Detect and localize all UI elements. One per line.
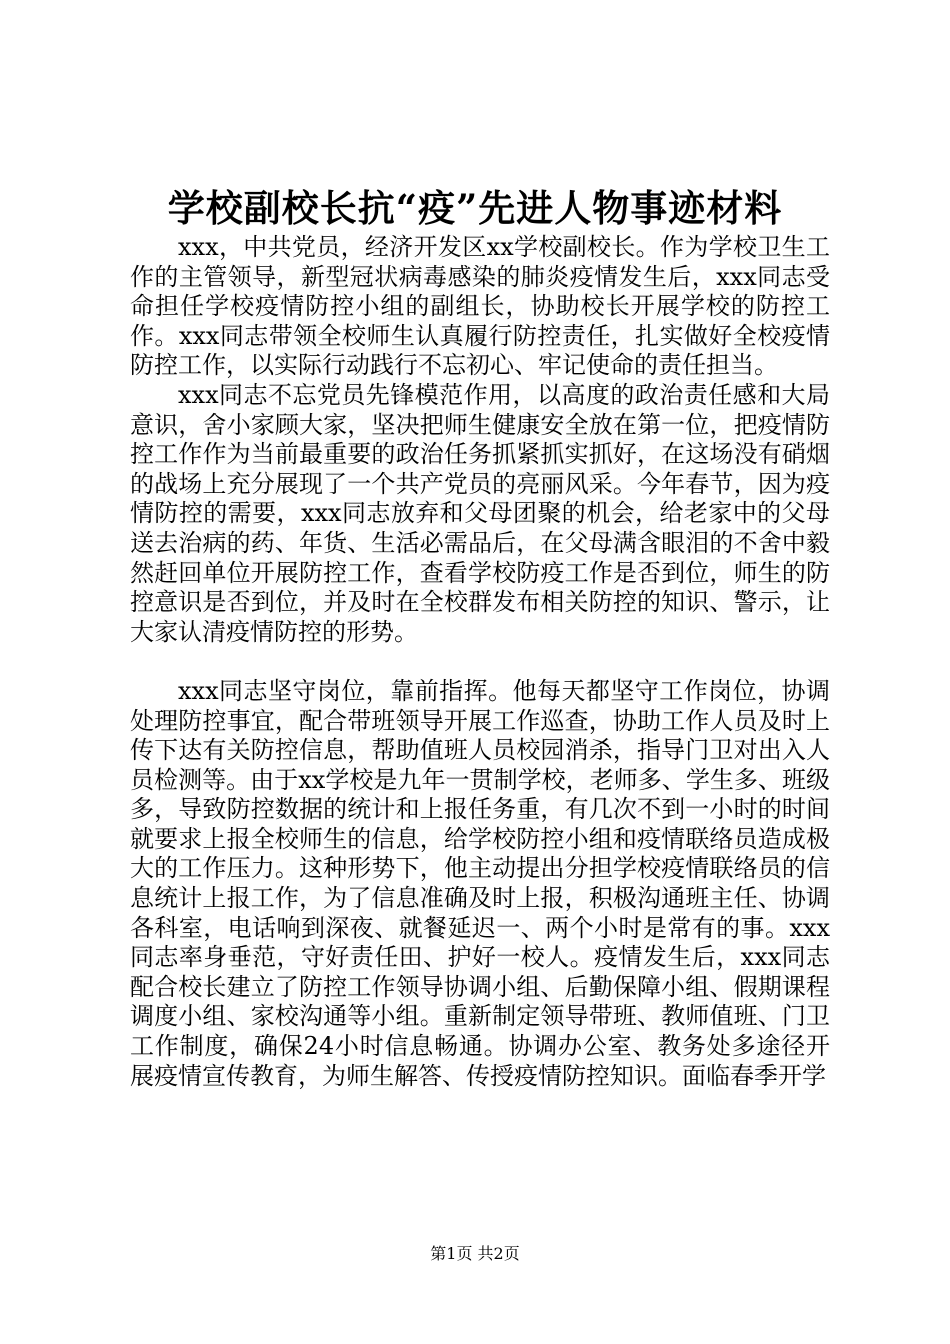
document-title: 学校副校长抗“疫”先进人物事迹材料 [167, 186, 783, 230]
paragraph-3: xxx同志坚守岗位，靠前指挥。他每天都坚守工作岗位，协调处理防控事宜，配合带班领导开展工作巡查，协助工作人员及时上传下达有关防控信息，帮助值班人员校园消杀，指导门卫对出入人员检测等。由于xx学校是九年一贯制学校，老师多、学生多、班级多，导致防控数据的统计和上报任务重，有几次不到一小时的时间就要求上报全校师生的信息，给学校防控小组和疫情联络员造成极大的工作压力。这种形势下，他主动提出分担学校疫情联络员的信息统计上报工作，为了信息准确及时上报，积极沟通班主任、协调各科室，电话响到深夜、就餐延迟一、两个小时是常有的事。xxx同志率身垂范，守好责任田、护好一校人。疫情发生后，xxx同志配合校长建立了防控工作领导协调小组、后勤保障小组、假期课程调度小组、家校沟通等小组。重新制定领导带班、教师值班、门卫工作制度，确保24小时信息畅通。协调办公室、教务处多途径开展疫情宣传教育，为师生解答、传授疫情防控知识。面临春季开学 [130, 676, 830, 1090]
paragraph-2: xxx同志不忘党员先锋模范作用，以高度的政治责任感和大局意识，舍小家顾大家，坚决把师生健康安全放在第一位，把疫情防控工作作为当前最重要的政治任务抓紧抓实抓好，在这场没有硝烟的战场上充分展现了一个共产党员的亮丽风采。今年春节，因为疫情防控的需要，xxx同志放弃和父母团聚的机会，给老家中的父母送去治病的药、年货、生活必需品后，在父母满含眼泪的不舍中毅然赶回单位开展防控工作，查看学校防疫工作是否到位，师生的防控意识是否到位，并及时在全校群发布相关防控的知识、警示，让大家认清疫情防控的形势。 [130, 380, 830, 646]
paragraph-1: xxx，中共党员，经济开发区xx学校副校长。作为学校卫生工作的主管领导，新型冠状病毒感染的肺炎疫情发生后，xxx同志受命担任学校疫情防控小组的副组长，协助校长开展学校的防控工作。xxx同志带领全校师生认真履行防控责任，扎实做好全校疫情防控工作，以实际行动践行不忘初心、牢记使命的责任担当。 [130, 233, 830, 380]
page-number-footer: 第1页 共2页 [430, 1244, 520, 1263]
document-body [130, 233, 830, 1091]
